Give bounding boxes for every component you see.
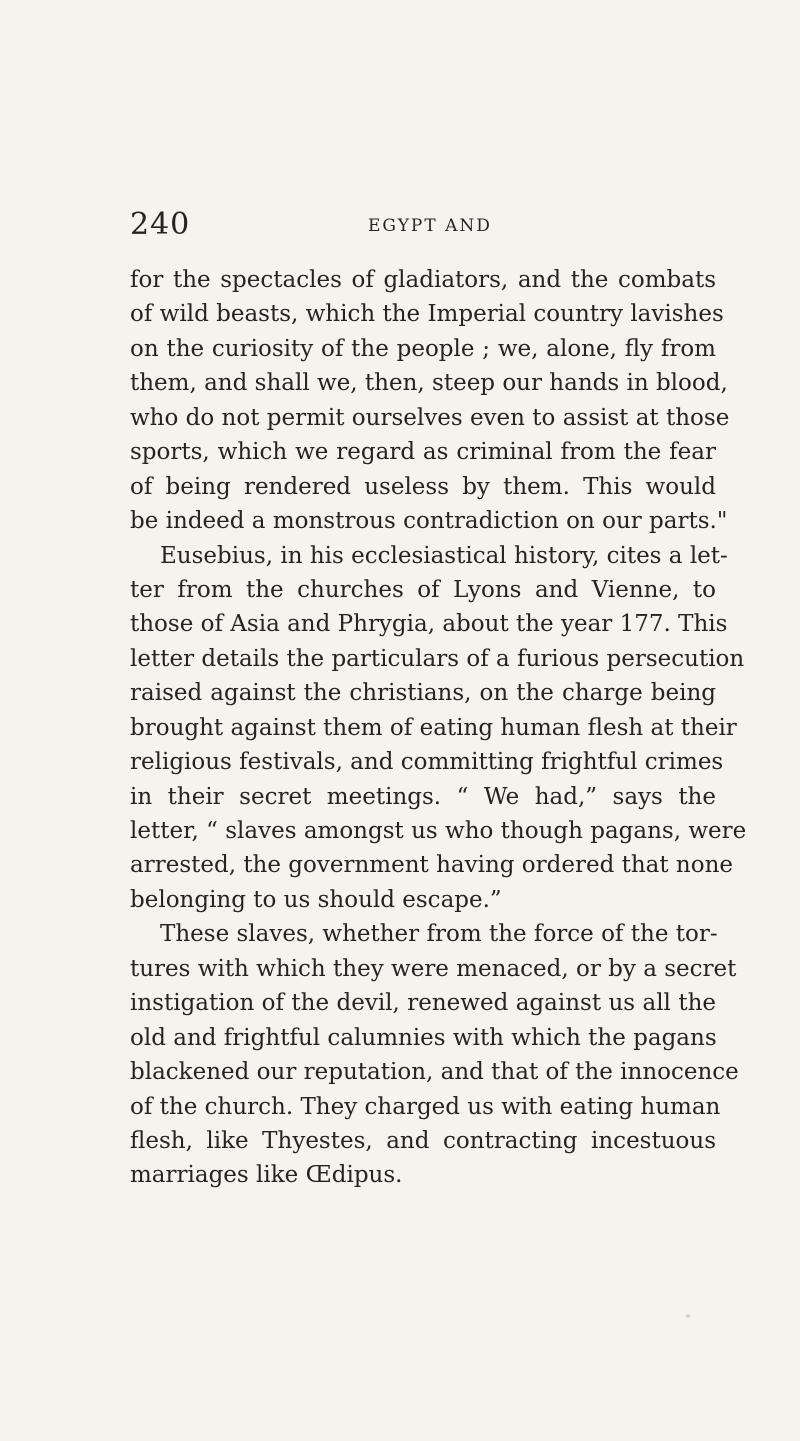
text-line: letter details the particulars of a furious persecution <box>130 645 745 672</box>
text-line: on the curiosity of the people ; we, alone, fly from <box>130 335 716 362</box>
body-text <box>130 263 747 1193</box>
paragraph-2 <box>130 539 747 918</box>
page-header <box>130 205 710 245</box>
text-line: sports, which we regard as criminal from the fear <box>130 439 716 466</box>
text-line: old and frightful calumnies with which the pagans <box>130 1024 717 1051</box>
paragraph-1 <box>130 263 730 539</box>
text-line: These slaves, whether from the force of the tor- <box>160 921 718 948</box>
text-line: religious festivals, and committing frightful crimes <box>130 749 724 776</box>
text-line: for the spectacles of gladiators, and the combats <box>130 267 716 293</box>
text-line: tures with which they were menaced, or by a secret <box>130 955 737 982</box>
paragraph-3 <box>130 917 739 1193</box>
text-line: arrested, the government having ordered that none <box>130 852 734 879</box>
text-line: of the church. They charged us with eating human <box>130 1093 721 1120</box>
text-line: brought against them of eating human flesh at their <box>130 714 737 741</box>
text-line: belonging to us should escape.” <box>130 886 502 913</box>
text-line: raised against the christians, on the charge being <box>130 680 716 707</box>
page-number: 240 <box>130 207 191 242</box>
text-line: those of Asia and Phrygia, about the year 177. This <box>130 611 728 638</box>
text-line: in their secret meetings. “ We had,” says the <box>130 783 716 810</box>
text-line: blackened our reputation, and that of the innocence <box>130 1059 739 1086</box>
text-line: marriages like Œdipus. <box>130 1162 403 1189</box>
text-line: who do not permit ourselves even to assist at those <box>130 404 730 431</box>
text-line: them, and shall we, then, steep our hands in blood, <box>130 370 728 397</box>
paper-speck <box>686 1314 690 1318</box>
running-title: EGYPT AND <box>368 216 492 236</box>
text-line: ter from the churches of Lyons and Vienne, to <box>130 576 716 603</box>
text-line: be indeed a monstrous contradiction on our parts." <box>130 508 728 535</box>
text-line: of wild beasts, which the Imperial country lavishes <box>130 301 724 328</box>
text-line: letter, “ slaves amongst us who though pagans, were <box>130 818 747 844</box>
text-line: instigation of the devil, renewed against us all the <box>130 990 716 1017</box>
text-line: Eusebius, in his ecclesiastical history, cites a let- <box>160 542 728 569</box>
text-line: of being rendered useless by them. This would <box>130 473 716 500</box>
text-line: flesh, like Thyestes, and contracting incestuous <box>130 1127 716 1154</box>
